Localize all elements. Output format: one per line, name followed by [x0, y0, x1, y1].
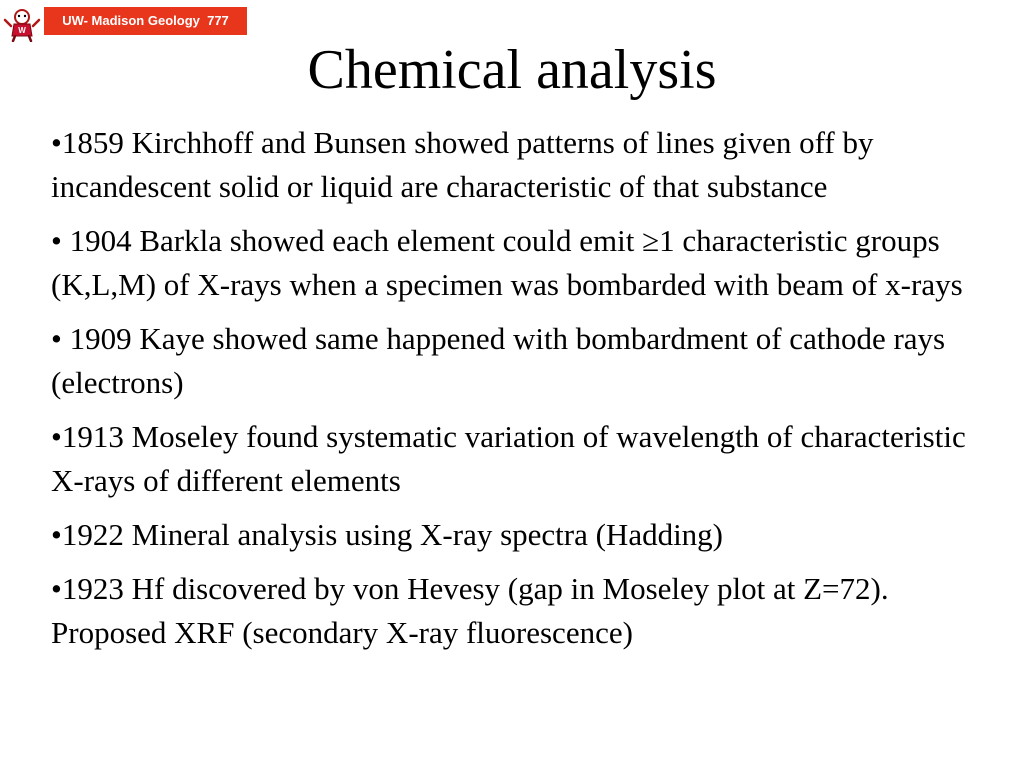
- bullet-item: •1913 Moseley found systematic variation of wavelength of characteristic X-rays of different elements: [51, 419, 966, 498]
- bullet-item: •1923 Hf discovered by von Hevesy (gap in Moseley plot at Z=72). Proposed XRF (secondary X-ray fluorescence): [51, 571, 889, 650]
- slide-title: Chemical analysis: [307, 39, 717, 101]
- bullet-item: •1859 Kirchhoff and Bunsen showed patterns of lines given off by incandescent solid or liquid are characteristic of that substance: [51, 125, 874, 204]
- course-badge: UW- Madison Geology 777: [44, 7, 247, 35]
- svg-text:W: W: [18, 26, 26, 35]
- bullet-item: •1922 Mineral analysis using X-ray spectra (Hadding): [51, 517, 724, 552]
- bullet-list: [51, 121, 986, 665]
- bullet-item: • 1904 Barkla showed each element could emit ≥1 characteristic groups (K,L,M) of X-rays when a specimen was bombarded with beam of x-rays: [51, 223, 963, 302]
- bullet-item: • 1909 Kaye showed same happened with bombardment of cathode rays (electrons): [51, 321, 946, 400]
